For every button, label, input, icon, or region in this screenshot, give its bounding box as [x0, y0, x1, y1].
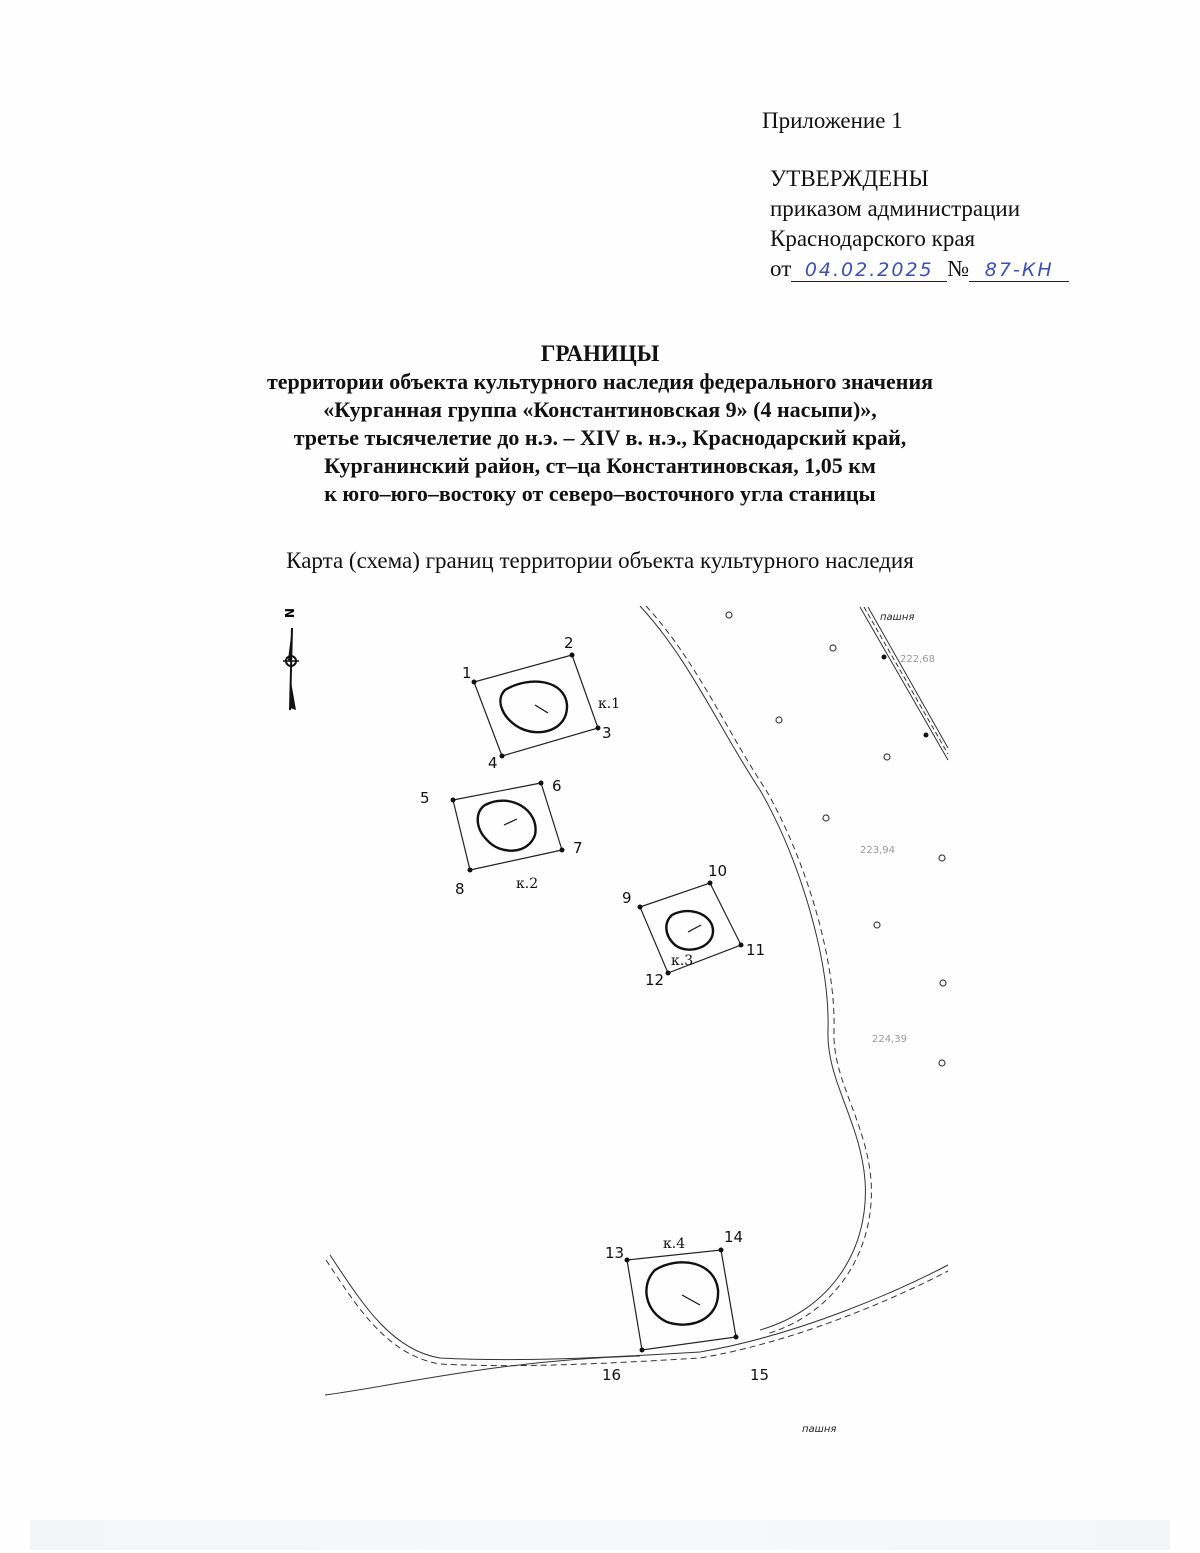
mound-label: к.3	[671, 953, 694, 969]
point-label: 2	[564, 634, 574, 652]
point-label: 12	[645, 971, 665, 989]
point-label: 1	[462, 664, 472, 682]
point-label: 9	[622, 889, 632, 907]
boundary-mound-2	[453, 783, 562, 870]
title-heading: ГРАНИЦЫ	[540, 341, 660, 366]
point-label: 6	[552, 777, 562, 795]
point-label: 15	[750, 1366, 770, 1384]
field-label-top: пашня	[880, 612, 915, 623]
title-line-5: к юго–юго–востоку от северо–восточного угла станицы	[324, 481, 876, 506]
elevation-label: 223,94	[860, 845, 895, 856]
north-label: N	[282, 608, 296, 619]
field-label-bottom: пашня	[802, 1424, 837, 1435]
elevation-labels	[860, 654, 935, 1045]
point-label: 16	[602, 1366, 622, 1384]
title-line-1: территории объекта культурного наследия федерального значения	[266, 369, 934, 394]
order-line: приказом администрации	[770, 196, 1021, 221]
point-labels	[420, 634, 769, 1384]
number-prefix: №	[947, 256, 970, 281]
elevation-label: 224,39	[872, 1034, 907, 1045]
road-lines	[325, 606, 948, 1395]
map-caption: Карта (схема) границ территории объекта культурного наследия	[286, 548, 914, 573]
mound-label: к.2	[516, 876, 539, 892]
point-label: 4	[488, 754, 498, 772]
point-label: 7	[573, 839, 583, 857]
point-label: 13	[605, 1244, 625, 1262]
date-prefix: от	[770, 256, 792, 281]
point-label: 5	[420, 789, 430, 807]
mound-label: к.4	[663, 1236, 686, 1252]
title-line-2: «Курганная группа «Константиновская 9» (4 насыпи)»,	[323, 397, 877, 422]
north-arrow-icon	[282, 608, 299, 710]
region-line: Краснодарского края	[770, 226, 976, 251]
approved-label: УТВЕРЖДЕНЫ	[770, 166, 929, 191]
tree-markers	[726, 612, 946, 1066]
title-line-4: Курганинский район, ст–ца Константиновская, 1,05 км	[324, 453, 876, 478]
appendix-label: Приложение 1	[762, 108, 903, 133]
point-label: 11	[746, 941, 766, 959]
boundary-mound-4	[627, 1250, 736, 1350]
boundary-vertices	[451, 653, 929, 1353]
mound-label: к.1	[598, 696, 621, 712]
title-line-3: третье тысячелетие до н.э. – XIV в. н.э., Краснодарский край,	[293, 425, 907, 450]
point-label: 10	[708, 862, 728, 880]
date-value: 04.02.2025	[804, 259, 934, 281]
elevation-label: 222,68	[900, 654, 935, 665]
point-label: 8	[455, 880, 465, 898]
point-label: 14	[724, 1228, 744, 1246]
scan-edge-band	[30, 1520, 1170, 1550]
mound-outlines	[478, 682, 718, 1325]
number-value: 87-КН	[984, 259, 1054, 281]
point-label: 3	[602, 724, 612, 742]
